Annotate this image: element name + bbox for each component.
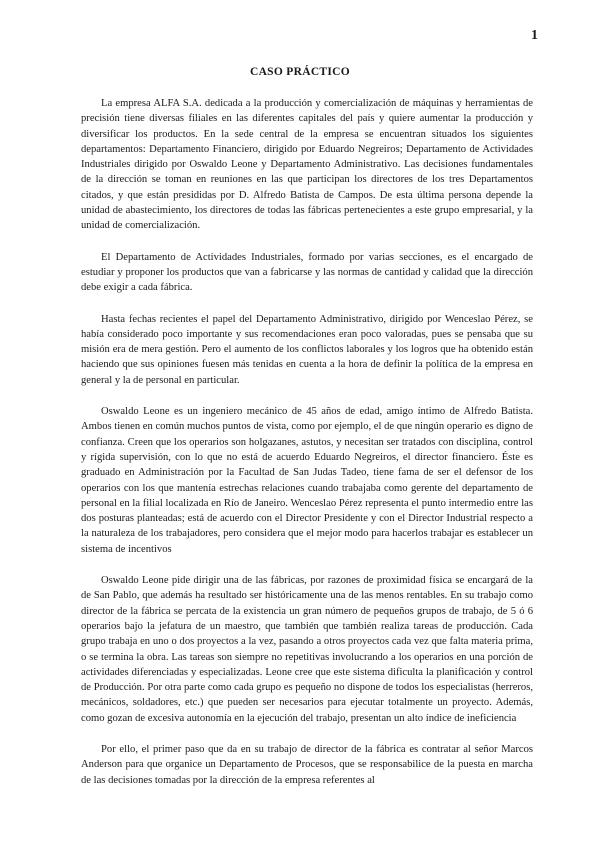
document-title: CASO PRÁCTICO: [249, 66, 351, 78]
paragraph-intro: La empresa ALFA S.A. dedicada a la producción y comercialización de máquinas y herramientas de precisión tiene diversas filiales en las diferentes capitales del país y quiere aumentar la producción y diversificar los productos. En la sede central de la empresa se encuentran situados los siguientes departamentos: Departamento Financiero, dirigido por Eduardo Negreiros; Departamento de Actividades Industriales dirigido por Oswaldo Leone y Departamento Administrativo. Las decisiones fundamentales de la dirección se toman en reuniones en las que participan los directores de los tres Departamentos citados, y que están presididas por D. Alfredo Batista de Campos. De esta última persona depende la unidad de abastecimiento, los directores de todas las fábricas pertenecientes a este grupo empresarial, y la unidad de comercialización.: [81, 98, 533, 232]
paragraph-san-pablo-factory: Oswaldo Leone pide dirigir una de las fábricas, por razones de proximidad física se encargará de la de San Pablo, que además ha resultado ser históricamente una de las menos rentables. En su trabajo como director de la fábrica se percata de la existencia un gran número de pequeños grupos de trabajo, de 5 ó 6 operarios bajo la jefatura de un maestro, que también que también realiza tareas de producción. Cada grupo trabaja en uno o dos proyectos a la vez, pasando a otros proyectos cada vez que falta materia prima, o se termina la obra. Las tareas son siempre no repetitivas involucrando a los operarios en una porción de actividades diferenciadas y especializadas. Leone cree que este sistema dificulta la planificación y control de Producción. Por otra parte como cada grupo es pequeño no dispone de todos los especialistas (herreros, mecánicos, soldadores, etc.) que pueden ser necesarios para ejecutar totalmente un proyecto. Además, como gozan de excesiva autonomía en la ejecución del trabajo, presentan un alto índice de ineficiencia: [81, 575, 533, 724]
paragraph-oswaldo-leone: Oswaldo Leone es un ingeniero mecánico de 45 años de edad, amigo íntimo de Alfredo Batista. Ambos tienen en común muchos puntos de vista, como por ejemplo, el de que ningún operario es digno de confianza. Creen que los operarios son holgazanes, astutos, y necesitan ser tratados con disciplina, control y rígida supervisión, con lo que no está de acuerdo Eduardo Negreiros, el director financiero. Éste es graduado en Administración por la Facultad de San Judas Tadeo, tiene fama de ser el defensor de los operarios con los que mantenía estrechas relaciones cuando trabajaba como gerente del departamento de personal en la filial localizada en Río de Janeiro. Wenceslao Pérez representa el punto intermedio entre las dos posturas planteadas; está de acuerdo con el Director Presidente y con el Director Industrial respecto a la naturaleza de los trabajadores, pero considera que el mejor modo para hacerlos trabajar es establecer un sistema de incentivos: [81, 406, 533, 555]
paragraph-process-department: Por ello, el primer paso que da en su trabajo de director de la fábrica es contratar al señor Marcos Anderson para que organice un Departamento de Procesos, que se responsabilice de la puesta en marcha de las decisiones tomadas por la dirección de la empresa referentes al: [81, 743, 533, 786]
page-number: 1: [531, 28, 538, 43]
document-body: [81, 96, 533, 804]
paragraph-administrative-department: Hasta fechas recientes el papel del Departamento Administrativo, dirigido por Wenceslao Pérez, se había considerado poco importante y sus recomendaciones eran poco valoradas, pues se pensaba que su misión era de mera gestión. Pero el aumento de los conflictos laborales y los logros que ha obtenido están haciendo que sus opiniones fuesen más tenidas en cuenta a la hora de definir la política de la empresa en general y la de personal en particular.: [81, 313, 533, 386]
paragraph-industrial-department: El Departamento de Actividades Industriales, formado por varias secciones, es el encargado de estudiar y proponer los productos que van a fabricarse y las normas de cantidad y calidad que la dirección debe exigir a cada fábrica.: [81, 251, 533, 294]
